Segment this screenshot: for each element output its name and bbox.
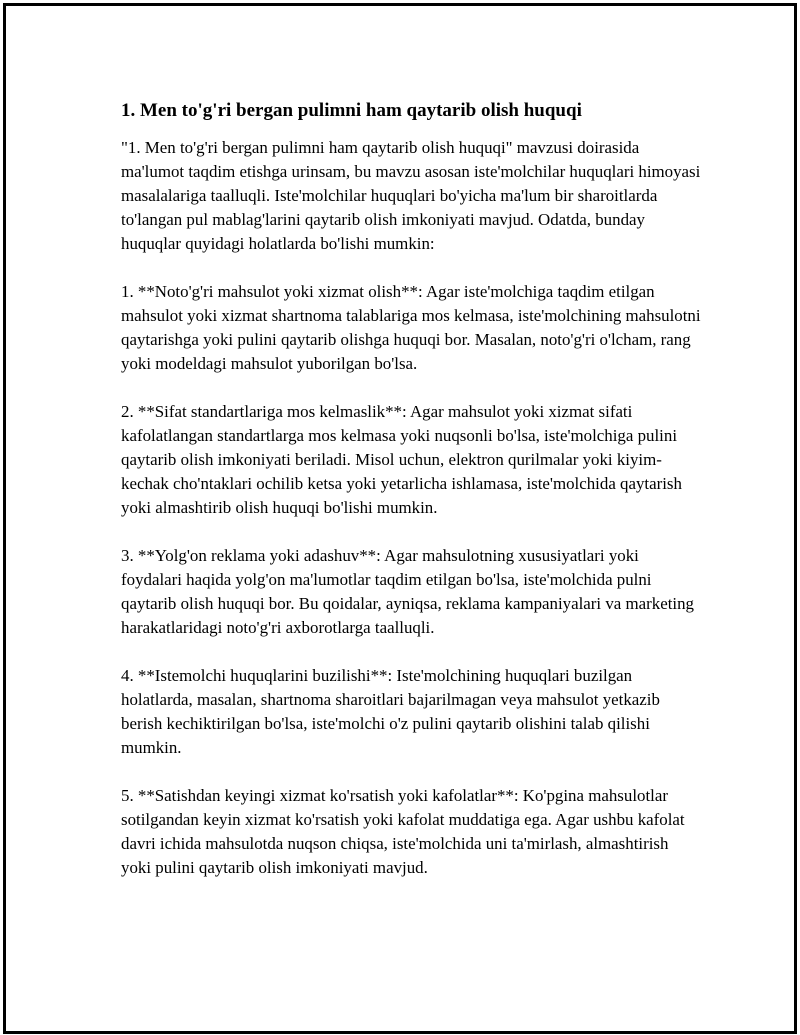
list-item-3: 3. **Yolg'on reklama yoki adashuv**: Agar mahsulotning xususiyatlari yoki foydalari haqida yolg'on ma'lumotlar taqdim etilgan bo'lsa, iste'molchida pulni qaytarib olish huquqi bor. Bu qoidalar, ayniqsa, reklama kampaniyalari va marketing harakatlaridagi noto'g'ri axborotlarga taalluqli.: [121, 546, 694, 637]
list-item-2: 2. **Sifat standartlariga mos kelmaslik**: Agar mahsulot yoki xizmat sifati kafolatlangan standartlarga mos kelmasa yoki nuqsonli bo'lsa, iste'molchiga pulini qaytarib olish imkoniyati beriladi. Misol uchun, elektron qurilmalar yoki kiyim-kechak cho'ntaklari ochilib ketsa yoki yetarlicha ishlamasa, iste'molchida qaytarish yoki almashtirib olish huquqi bo'lishi mumkin.: [121, 402, 682, 517]
document-body: [121, 98, 701, 904]
list-item-1: 1. **Noto'g'ri mahsulot yoki xizmat olish**: Agar iste'molchiga taqdim etilgan mahsulot yoki xizmat shartnoma talablariga mos kelmasa, iste'molchining mahsulotni qaytarishga yoki pulini qaytarib olishga huquqi bor. Masalan, noto'g'ri o'lcham, rang yoki modeldagi mahsulot yuborilgan bo'lsa.: [121, 282, 701, 373]
page-frame: [3, 3, 797, 1034]
document-title: 1. Men to'g'ri bergan pulimni ham qaytarib olish huquqi: [121, 100, 582, 121]
intro-paragraph: "1. Men to'g'ri bergan pulimni ham qaytarib olish huquqi" mavzusi doirasida ma'lumot taqdim etishga urinsam, bu mavzu asosan iste'molchilar huquqlari himoyasi masalalariga taalluqli. Iste'molchilar huquqlari bo'yicha ma'lum bir sharoitlarda to'langan pul mablag'larini qaytarib olish imkoniyati mavjud. Odatda, bunday huquqlar quyidagi holatlarda bo'lishi mumkin:: [121, 138, 701, 253]
list-item-4: 4. **Istemolchi huquqlarini buzilishi**: Iste'molchining huquqlari buzilgan holatlarda, masalan, shartnoma sharoitlari bajarilmagan veya mahsulot yetkazib berish kechiktirilgan bo'lsa, iste'molchi o'z pulini qaytarib olishini talab qilishi mumkin.: [121, 666, 660, 757]
list-item-5: 5. **Satishdan keyingi xizmat ko'rsatish yoki kafolatlar**: Ko'pgina mahsulotlar sotilgandan keyin xizmat ko'rsatish yoki kafolat muddatiga ega. Agar ushbu kafolat davri ichida mahsulotda nuqson chiqsa, iste'molchida uni ta'mirlash, almashtirish yoki pulini qaytarib olish imkoniyati mavjud.: [121, 786, 685, 877]
